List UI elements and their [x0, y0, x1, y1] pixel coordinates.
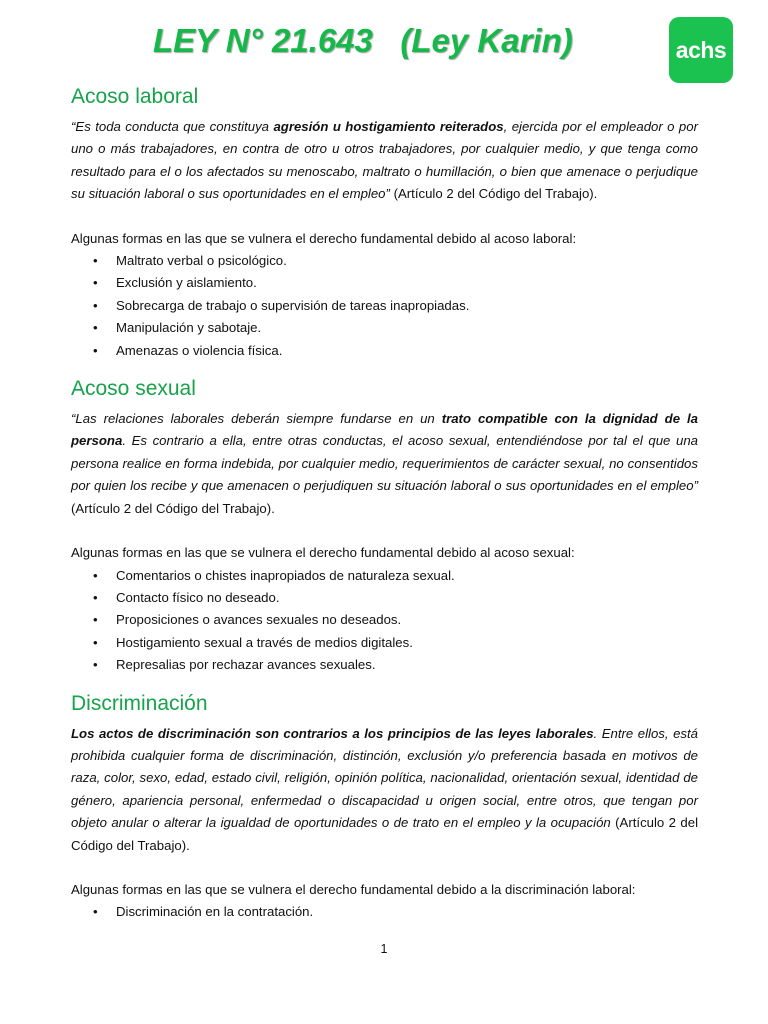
- definition-paragraph: [71, 408, 698, 520]
- list-item: • Comentarios o chistes inapropiados de naturaleza sexual.: [116, 565, 698, 587]
- section-heading: Acoso sexual: [71, 377, 196, 401]
- document-body: [71, 82, 698, 924]
- list-item: • Hostigamiento sexual a través de medios digitales.: [116, 632, 698, 654]
- logo-text: achs: [675, 36, 727, 63]
- definition-text: . Es contrario a ella, entre otras conductas, el acoso sexual, entendiéndose por tal el que una persona realice en forma indebida, por cualquier medio, requerimientos de carácter sexual, no consentidos por quien los recibe y que amenacen o perjudiquen su situación laboral o sus oportunidades en el empleo”: [71, 433, 698, 494]
- list-item: • Maltrato verbal o psicológico.: [116, 250, 698, 272]
- list-item: • Proposiciones o avances sexuales no deseados.: [116, 609, 698, 631]
- list-intro: Algunas formas en las que se vulnera el derecho fundamental debido al acoso laboral:: [71, 230, 577, 246]
- definition-text: “Las relaciones laborales deberán siempre fundarse en un: [71, 411, 442, 427]
- bullet-list: [71, 250, 698, 362]
- list-item: • Amenazas o violencia física.: [116, 340, 698, 362]
- definition-emphasis: Los actos de discriminación son contrarios a los principios de las leyes laborales: [71, 725, 594, 741]
- page-title: LEY N° 21.643 (Ley Karin): [153, 22, 573, 59]
- definition-emphasis: agresión u hostigamiento reiterados: [273, 119, 504, 134]
- section-discriminacion: [71, 689, 698, 924]
- page-number: 1: [380, 942, 388, 956]
- list-item: • Contacto físico no deseado.: [116, 587, 698, 609]
- bullet-list: [71, 901, 698, 923]
- bullet-list: [71, 565, 698, 677]
- definition-text: , ejercida por el empleador o por uno o más trabajadores, en contra de otro u otros trabajadores, por cualquier medio, y que tenga como resultado para el o los afectados su menoscabo, maltrato o humillación, o bien que amenace o perjudique su situación laboral o sus oportunidades en el empleo”: [71, 119, 698, 202]
- list-item: • Represalias por rechazar avances sexuales.: [116, 654, 698, 676]
- list-intro: Algunas formas en las que se vulnera el derecho fundamental debido al acoso sexual:: [71, 545, 575, 561]
- section-heading: Discriminación: [71, 691, 208, 715]
- definition-text: . Entre ellos, está prohibida cualquier forma de discriminación, distinción, exclusión y/o preferencia basada en motivos de raza, color, sexo, edad, estado civil, religión, opinión política, nacionalidad, orientación sexual, identidad de género, apariencia personal, enfermedad o discapacidad u origen social, entre otros, que tengan por objeto anular o alterar la igualdad de oportunidades o de trato en el empleo y la ocupación: [71, 725, 698, 831]
- legal-reference: (Artículo 2 del Código del Trabajo).: [71, 815, 698, 853]
- list-item: • Sobrecarga de trabajo o supervisión de tareas inapropiadas.: [116, 295, 698, 317]
- list-item: • Exclusión y aislamiento.: [116, 272, 698, 294]
- legal-reference: (Artículo 2 del Código del Trabajo).: [71, 500, 275, 516]
- section-acoso-laboral: [71, 82, 698, 362]
- achs-logo: [669, 17, 733, 83]
- section-acoso-sexual: [71, 374, 698, 676]
- definition-emphasis: trato compatible con la dignidad de la persona: [71, 411, 698, 449]
- definition-text: “Es toda conducta que constituya: [71, 119, 274, 134]
- list-intro: Algunas formas en las que se vulnera el derecho fundamental debido a la discriminación laboral:: [71, 881, 636, 897]
- section-heading: Acoso laboral: [71, 85, 199, 108]
- definition-paragraph: [71, 723, 698, 857]
- list-item: • Manipulación y sabotaje.: [116, 317, 698, 339]
- legal-reference: (Artículo 2 del Código del Trabajo).: [389, 186, 598, 202]
- list-item: • Discriminación en la contratación.: [116, 901, 698, 923]
- definition-paragraph: [71, 116, 698, 206]
